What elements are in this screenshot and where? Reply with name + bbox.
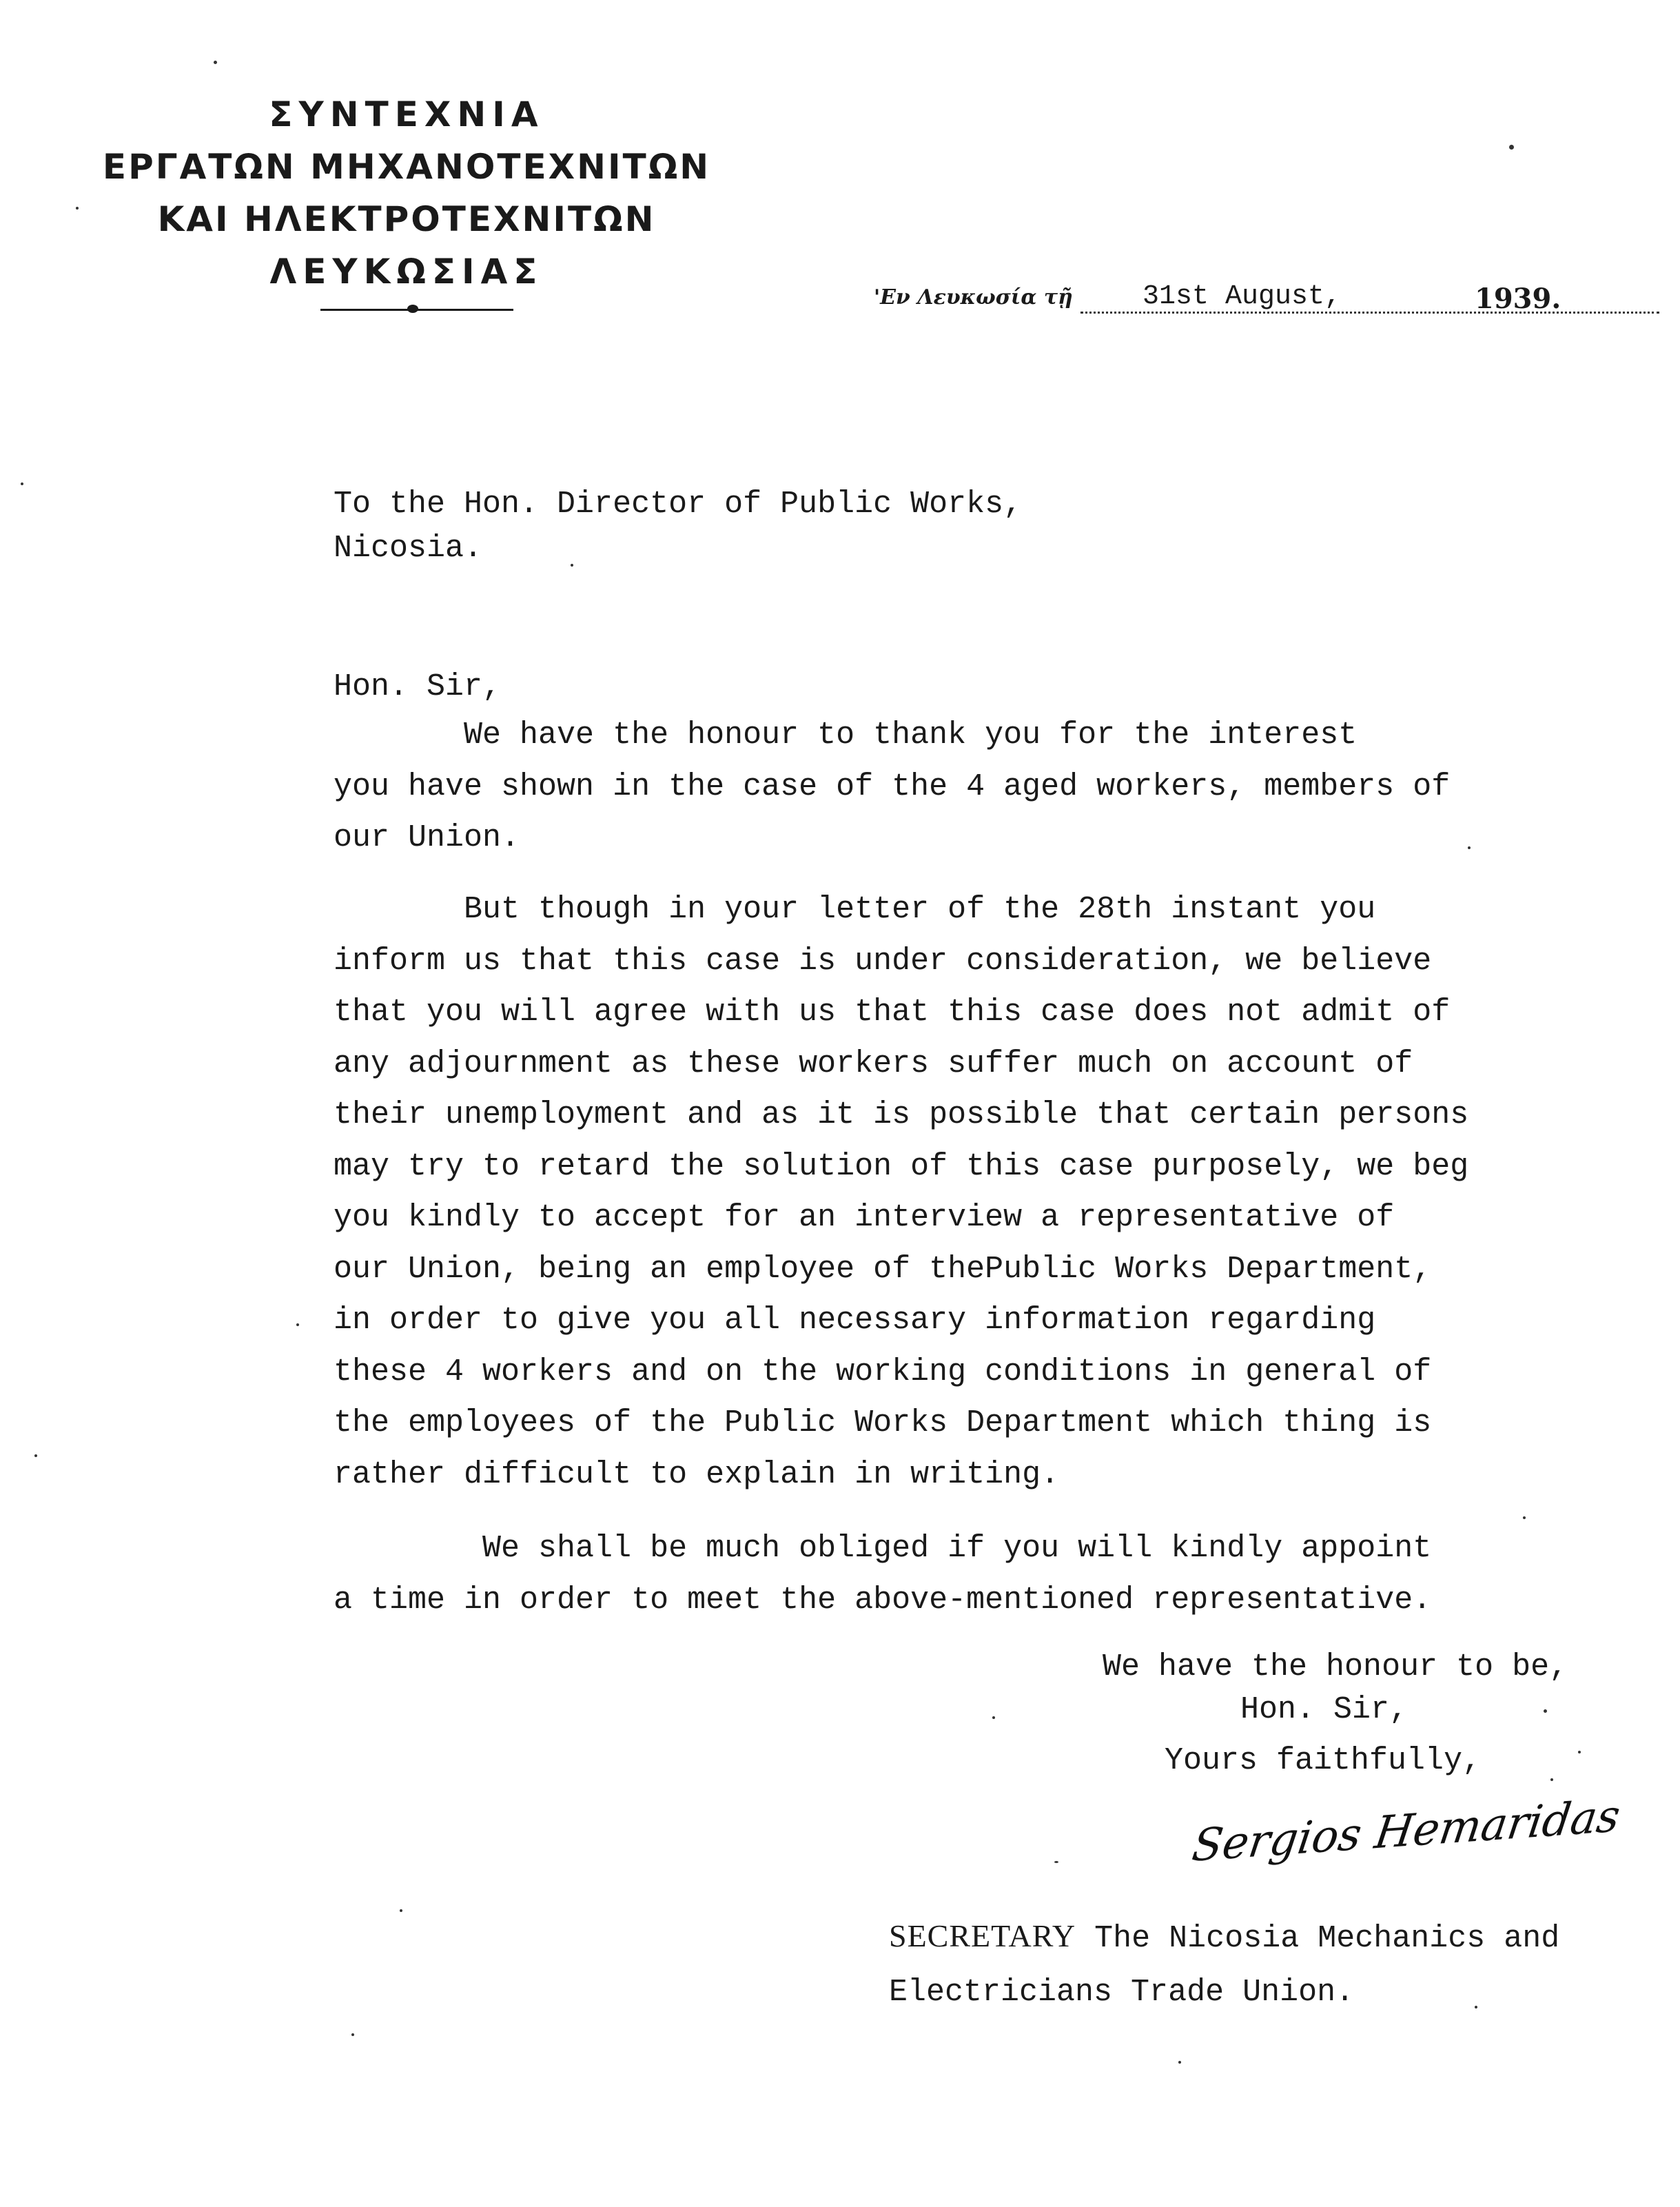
p3-line: a time in order to meet the above-mentioned representative. bbox=[334, 1582, 1432, 1618]
union-letterhead bbox=[96, 88, 717, 298]
secretary-label: SECRETARY bbox=[889, 1918, 1076, 1953]
p2-line: inform us that this case is under consideration, we believe bbox=[334, 943, 1432, 979]
p2-line: that you will agree with us that this case does not admit of bbox=[334, 995, 1451, 1030]
secretary-block bbox=[889, 1909, 1559, 2020]
p2-line: our Union, being an employee of thePublic Works Department, bbox=[334, 1251, 1432, 1287]
p2-line: these 4 workers and on the working conditions in general of bbox=[334, 1354, 1432, 1390]
p1-line: We have the honour to thank you for the interest bbox=[334, 718, 1358, 753]
letterhead-ornament-icon bbox=[407, 305, 418, 313]
scan-speck bbox=[1475, 2006, 1477, 2008]
p2-line: may try to retard the solution of this case purposely, we beg bbox=[334, 1148, 1469, 1184]
letterhead-line-4: ΛΕΥΚΩΣΙΑΣ bbox=[269, 252, 544, 292]
p2-line: in order to give you all necessary information regarding bbox=[334, 1303, 1376, 1338]
p2-line: you kindly to accept for an interview a representative of bbox=[334, 1200, 1395, 1235]
scan-speck bbox=[214, 61, 217, 64]
p2-line: any adjournment as these workers suffer much on account of bbox=[334, 1046, 1413, 1081]
handwritten-signature: Sergios Hemaridas bbox=[1189, 1790, 1623, 1873]
scan-speck bbox=[571, 564, 573, 567]
secretary-line-1 bbox=[889, 1909, 1559, 1966]
scan-speck bbox=[992, 1716, 995, 1719]
union-name-part-1: The Nicosia Mechanics and bbox=[1076, 1921, 1560, 1956]
scan-speck bbox=[1054, 1861, 1058, 1863]
dateline bbox=[874, 283, 1584, 324]
p3-line: We shall be much obliged if you will kindly appoint bbox=[334, 1531, 1432, 1566]
letterhead-line-1: ΣΥΝΤΕΧΝΙΑ bbox=[269, 94, 544, 134]
closing-line-1: We have the honour to be, bbox=[1103, 1649, 1568, 1685]
paragraph-3 bbox=[334, 1523, 1431, 1626]
p1-line: you have shown in the case of the 4 aged workers, members of bbox=[334, 769, 1451, 804]
scan-speck bbox=[1178, 2061, 1181, 2064]
address-line-1: To the Hon. Director of Public Works, bbox=[334, 487, 1023, 522]
scan-speck bbox=[76, 207, 79, 210]
scan-speck bbox=[296, 1323, 299, 1326]
scan-speck bbox=[1523, 1516, 1526, 1519]
p1-line: our Union. bbox=[334, 820, 520, 855]
salutation: Hon. Sir, bbox=[334, 669, 502, 704]
letterhead-line-3: ΚΑΙ ΗΛΕΚΤΡΟΤΕΧΝΙΤΩΝ bbox=[157, 199, 656, 239]
p2-line: the employees of the Public Works Department which thing is bbox=[334, 1405, 1432, 1441]
p2-line: But though in your letter of the 28th instant you bbox=[334, 892, 1376, 927]
scan-speck bbox=[1468, 846, 1471, 849]
scan-speck bbox=[351, 2033, 354, 2036]
dateline-year: 1939. bbox=[1475, 283, 1561, 315]
scan-speck bbox=[1509, 145, 1514, 150]
dateline-prefix: 'Εν Λευκωσία τῇ bbox=[874, 285, 1073, 309]
union-name-part-2: Electricians Trade Union. bbox=[889, 1975, 1355, 2010]
closing-line-3: Yours faithfully, bbox=[1165, 1743, 1482, 1778]
scan-speck bbox=[1578, 1751, 1581, 1753]
scan-speck bbox=[1544, 1709, 1547, 1713]
letterhead-line-2: ΕΡΓΑΤΩΝ ΜΗΧΑΝΟΤΕΧΝΙΤΩΝ bbox=[102, 147, 711, 187]
recipient-address bbox=[334, 482, 1022, 571]
scan-speck bbox=[400, 1909, 402, 1912]
p2-line: their unemployment and as it is possible that certain persons bbox=[334, 1097, 1469, 1132]
scan-speck bbox=[1550, 1778, 1553, 1781]
paragraph-2 bbox=[334, 884, 1468, 1501]
p2-line: rather difficult to explain in writing. bbox=[334, 1456, 1060, 1492]
scan-speck bbox=[21, 482, 23, 485]
signature-underline-icon bbox=[1185, 1847, 1626, 1850]
address-line-2: Nicosia. bbox=[334, 531, 483, 566]
closing-line-2: Hon. Sir, bbox=[1240, 1692, 1408, 1727]
scan-speck bbox=[34, 1454, 37, 1457]
paragraph-1 bbox=[334, 710, 1450, 864]
dateline-day: 31st August, bbox=[1143, 281, 1342, 312]
